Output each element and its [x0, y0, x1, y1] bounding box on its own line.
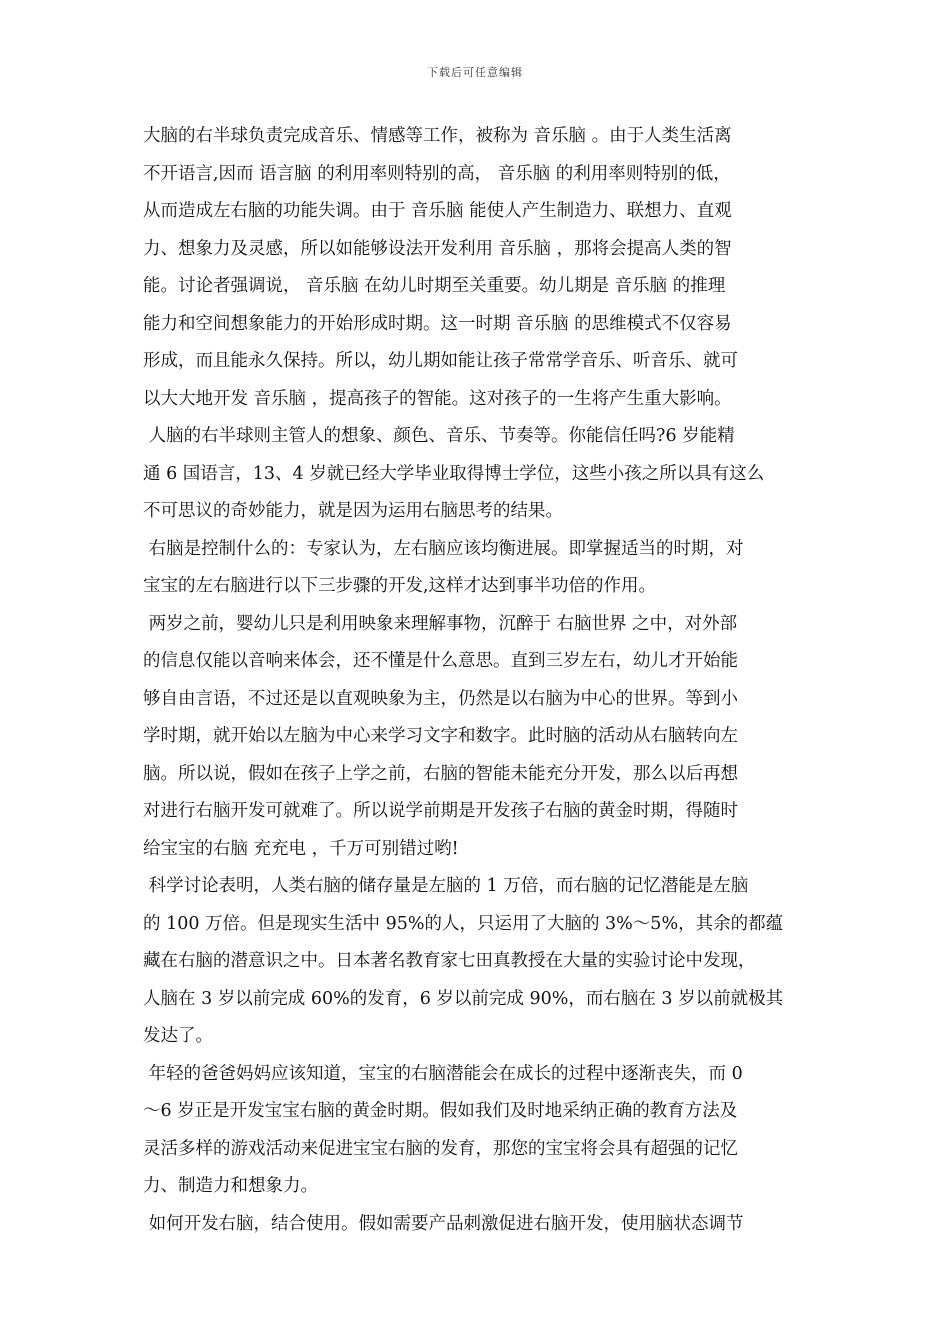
- paragraph: [143, 531, 811, 606]
- paragraph: [143, 868, 811, 1056]
- text-line: 脑。所以说，假如在孩子上学之前，右脑的智能未能充分开发，那么以后再想: [143, 763, 738, 784]
- text-line: 大脑的右半球负责完成音乐、情感等工作，被称为 音乐脑 。由于人类生活离: [143, 126, 732, 146]
- text-line: 形成，而且能永久保持。所以，幼儿期如能让孩子常常学音乐、听音乐、就可: [143, 351, 738, 371]
- text-line: 力、想象力及灵感，所以如能够设法开发利用 音乐脑 ，那将会提高人类的智: [143, 238, 732, 259]
- document-body: [143, 118, 811, 1243]
- paragraph: [143, 606, 811, 869]
- text-line: 不开语言,因而 语言脑 的利用率则特别的高， 音乐脑 的利用率则特别的低，: [143, 163, 731, 184]
- text-line: 发达了。: [143, 1026, 213, 1046]
- text-line: 的信息仅能以音响来体会，还不懂是什么意思。直到三岁左右，幼儿才开始能: [143, 651, 738, 671]
- text-line: 对进行右脑开发可就难了。所以说学前期是开发孩子右脑的黄金时期，得随时: [143, 801, 738, 821]
- text-line: 能。讨论者强调说， 音乐脑 在幼儿时期至关重要。幼儿期是 音乐脑 的推理: [143, 276, 726, 296]
- text-line: 通 6 国语言，13、4 岁就已经大学毕业取得博士学位，这些小孩之所以具有这么: [143, 463, 765, 484]
- text-line: 藏在右脑的潜意识之中。日本著名教育家七田真教授在大量的实验讨论中发现，: [143, 951, 756, 971]
- text-line: 不可思议的奇妙能力，就是因为运用右脑思考的结果。: [143, 501, 563, 521]
- text-line: 的 100 万倍。但是现实生活中 95%的人，只运用了大脑的 3%～5%，其余的都蕴: [143, 913, 784, 934]
- text-line: ～6 岁正是开发宝宝右脑的黄金时期。假如我们及时地采纳正确的教育方法及: [143, 1101, 738, 1121]
- text-line: 两岁之前，婴幼儿只是利用映象来理解事物，沉醉于 右脑世界 之中，对外部: [143, 613, 738, 634]
- paragraph: [143, 1056, 811, 1206]
- page-header: 下载后可任意编辑: [427, 66, 523, 79]
- paragraph: [143, 118, 811, 418]
- text-line: 力、制造力和想象力。: [143, 1176, 318, 1196]
- text-line: 宝宝的左右脑进行以下三步骤的开发,这样才达到事半功倍的作用。: [143, 576, 657, 596]
- text-line: 人脑的右半球则主管人的想象、颜色、音乐、节奏等。你能信任吗?6 岁能精: [143, 426, 735, 446]
- text-line: 学时期，就开始以左脑为中心来学习文字和数字。此时脑的活动从右脑转向左: [143, 726, 738, 746]
- text-line: 够自由言语，不过还是以直观映象为主，仍然是以右脑为中心的世界。等到小: [143, 688, 738, 709]
- paragraph: [143, 418, 811, 531]
- paragraph: [143, 1206, 811, 1244]
- text-line: 科学讨论表明，人类右脑的储存量是左脑的 1 万倍，而右脑的记忆潜能是左脑: [143, 876, 749, 896]
- text-line: 人脑在 3 岁以前完成 60%的发育，6 岁以前完成 90%，而右脑在 3 岁以前就极其: [143, 988, 784, 1009]
- text-line: 从而造成左右脑的功能失调。由于 音乐脑 能使人产生制造力、联想力、直观: [143, 201, 732, 221]
- text-line: 灵活多样的游戏活动来促进宝宝右脑的发育，那您的宝宝将会具有超强的记忆: [143, 1138, 738, 1159]
- text-line: 以大大地开发 音乐脑 ，提高孩子的智能。这对孩子的一生将产生重大影响。: [143, 388, 732, 409]
- text-line: 右脑是控制什么的：专家认为，左右脑应该均衡进展。即掌握适当的时期，对: [143, 538, 744, 559]
- text-line: 如何开发右脑，结合使用。假如需要产品刺激促进右脑开发，使用脑状态调节: [143, 1213, 744, 1234]
- text-line: 能力和空间想象能力的开始形成时期。这一时期 音乐脑 的思维模式不仅容易: [143, 313, 732, 334]
- text-line: 给宝宝的右脑 充充电 ，千万可别错过哟!: [143, 838, 459, 859]
- text-line: 年轻的爸爸妈妈应该知道，宝宝的右脑潜能会在成长的过程中逐渐丧失，而 0: [143, 1063, 743, 1084]
